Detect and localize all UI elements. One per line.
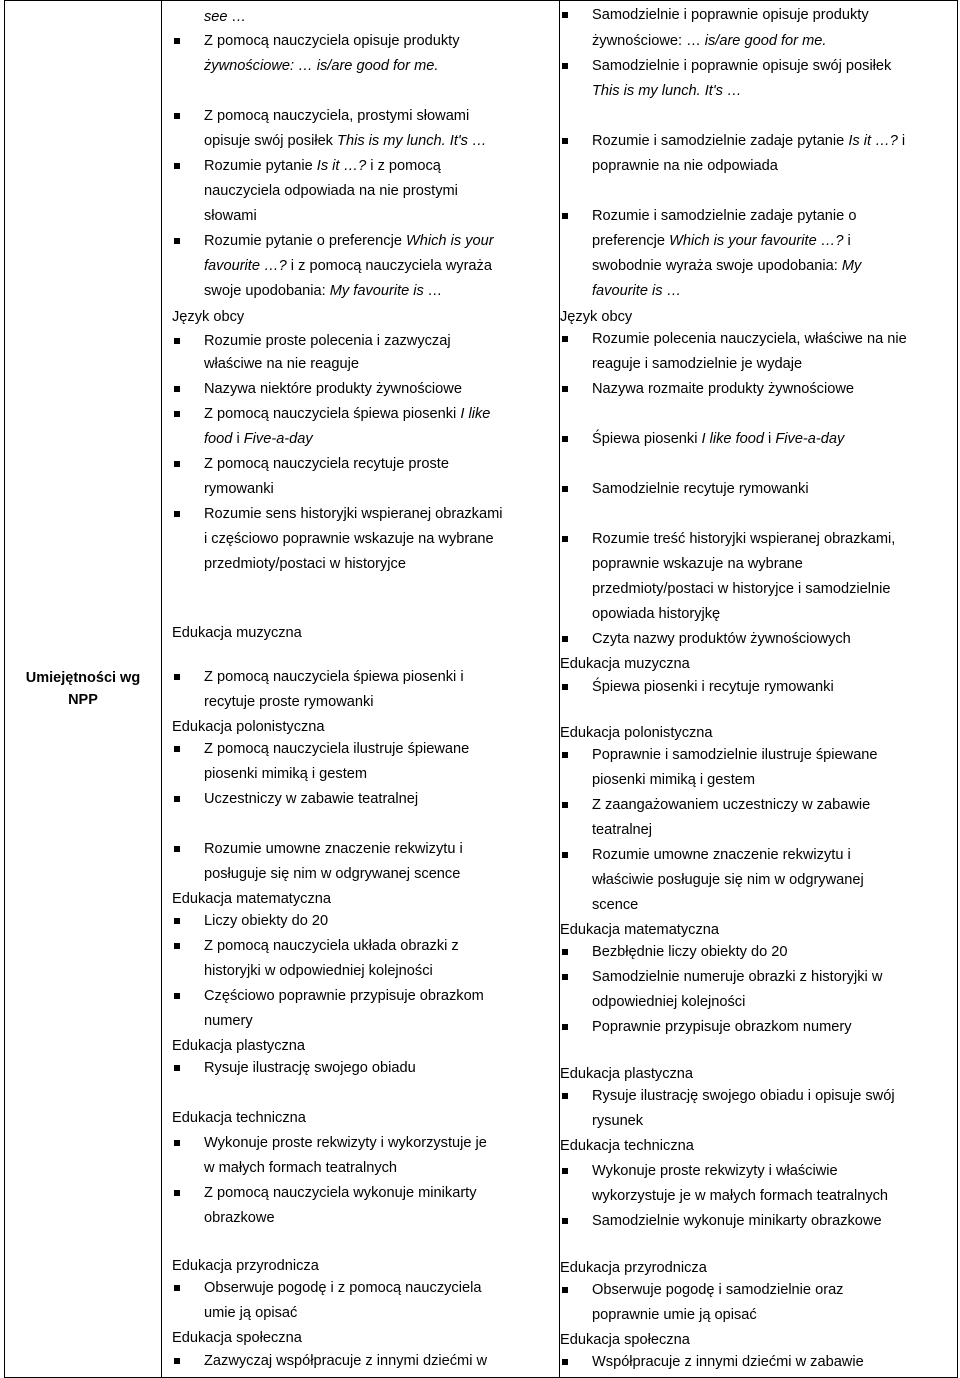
criteria-line: numery [204, 1013, 253, 1029]
bullet-icon [174, 113, 180, 119]
criteria-line: Nazywa rozmaite produkty żywnościowe [592, 381, 854, 397]
criteria-line: Rozumie i samodzielnie zadaje pytanie o [592, 208, 857, 224]
bullet-icon [562, 336, 568, 342]
right-criteria-cell [560, 1, 958, 1378]
bullet-icon [562, 12, 568, 18]
section-heading: Edukacja polonistyczna [560, 725, 713, 741]
criteria-line: umie ją opisać [204, 1305, 298, 1321]
bullet-icon [562, 436, 568, 442]
bullet-icon [562, 684, 568, 690]
bullet-icon [174, 338, 180, 344]
criteria-line: Częściowo poprawnie przypisuje obrazkom [204, 988, 484, 1004]
criteria-line: Rozumie treść historyjki wspieranej obrazkami, [592, 531, 896, 547]
criteria-line: Śpiewa piosenki i recytuje rymowanki [592, 679, 834, 695]
section-heading: Edukacja przyrodnicza [172, 1258, 319, 1274]
criteria-line: This is my lunch. It's … [592, 83, 742, 99]
criteria-line: teatralnej [592, 822, 653, 838]
criteria-line: preferencje Which is your favourite …? i [592, 233, 851, 249]
left-criteria-list [162, 1, 559, 1377]
bullet-icon [562, 949, 568, 955]
bullet-icon [174, 38, 180, 44]
criteria-line: Liczy obiekty do 20 [204, 913, 329, 929]
criteria-line: Czyta nazwy produktów żywnościowych [592, 631, 851, 647]
row-label: Umiejętności wg NPP [25, 670, 141, 708]
criteria-line: wykorzystuje je w małych formach teatralnych [592, 1188, 889, 1204]
bullet-icon [562, 1218, 568, 1224]
section-heading: Edukacja techniczna [172, 1110, 306, 1126]
bullet-icon [174, 163, 180, 169]
criteria-line: rysunek [592, 1113, 644, 1129]
section-heading: Edukacja matematyczna [172, 891, 331, 907]
criteria-line: właściwie posługuje się nim w odgrywanej [592, 872, 864, 888]
criteria-line: scence [592, 897, 639, 913]
bullet-icon [562, 636, 568, 642]
criteria-line: Rysuje ilustrację swojego obiadu [204, 1060, 416, 1076]
section-heading: Edukacja matematyczna [560, 922, 719, 938]
criteria-line: Współpracuje z innymi dziećmi w zabawie [592, 1354, 864, 1370]
bullet-icon [174, 511, 180, 517]
left-criteria-cell [162, 1, 560, 1378]
bullet-icon [562, 852, 568, 858]
criteria-line: Z pomocą nauczyciela układa obrazki z [204, 938, 459, 954]
criteria-line: Rozumie i samodzielnie zadaje pytanie Is it …? i [592, 133, 906, 149]
bullet-icon [562, 536, 568, 542]
bullet-icon [174, 238, 180, 244]
skills-row [5, 1, 958, 1378]
bullet-icon [174, 846, 180, 852]
criteria-line: Samodzielnie wykonuje minikarty obrazkowe [592, 1213, 882, 1229]
criteria-line: Rozumie pytanie Is it …? i z pomocą [204, 158, 441, 174]
criteria-line: Z pomocą nauczyciela opisuje produkty [204, 33, 460, 49]
criteria-line: Samodzielnie numeruje obrazki z historyjki w [592, 969, 883, 985]
criteria-line: w małych formach teatralnych [204, 1160, 398, 1176]
criteria-line: see … [204, 9, 247, 25]
criteria-line: nauczyciela odpowiada na nie prostymi [204, 183, 458, 199]
section-heading: Edukacja muzyczna [560, 656, 690, 672]
bullet-icon [174, 1190, 180, 1196]
criteria-line: Z pomocą nauczyciela recytuje proste [204, 456, 449, 472]
criteria-line: żywnościowe: … is/are good for me. [592, 33, 827, 49]
section-heading: Edukacja plastyczna [560, 1066, 694, 1082]
criteria-line: Samodzielnie i poprawnie opisuje produkty [592, 7, 869, 23]
bullet-icon [562, 1024, 568, 1030]
criteria-line: słowami [204, 208, 257, 224]
criteria-line: Z pomocą nauczyciela ilustruje śpiewane [204, 741, 470, 757]
bullet-icon [562, 1359, 568, 1365]
bullet-icon [562, 138, 568, 144]
criteria-line: piosenki mimiką i gestem [592, 772, 756, 788]
criteria-line: Poprawnie i samodzielnie ilustruje śpiewane [592, 747, 878, 763]
criteria-line: odpowiedniej kolejności [592, 994, 746, 1010]
bullet-icon [174, 1065, 180, 1071]
bullet-icon [562, 386, 568, 392]
criteria-line: recytuje proste rymowanki [204, 694, 374, 710]
criteria-line: Obserwuje pogodę i z pomocą nauczyciela [204, 1280, 482, 1296]
criteria-line: Rozumie umowne znaczenie rekwizytu i [592, 847, 851, 863]
criteria-line: obrazkowe [204, 1210, 275, 1226]
criteria-line: favourite …? i z pomocą nauczyciela wyraża [204, 258, 492, 274]
bullet-icon [562, 213, 568, 219]
section-heading: Edukacja techniczna [560, 1138, 694, 1154]
criteria-line: Z zaangażowaniem uczestniczy w zabawie [592, 797, 871, 813]
criteria-line: i częściowo poprawnie wskazuje na wybrane [204, 531, 494, 547]
bullet-icon [562, 1287, 568, 1293]
bullet-icon [562, 1168, 568, 1174]
criteria-line: żywnościowe: … is/are good for me. [204, 58, 439, 74]
section-heading: Język obcy [560, 309, 633, 325]
section-heading: Edukacja muzyczna [172, 625, 302, 641]
criteria-line: Zazwyczaj współpracuje z innymi dziećmi w [204, 1353, 488, 1369]
criteria-line: przedmioty/postaci w historyjce [204, 556, 406, 572]
criteria-line: poprawnie wskazuje na wybrane [592, 556, 803, 572]
criteria-line: Z pomocą nauczyciela śpiewa piosenki I like [204, 406, 491, 422]
criteria-line: Samodzielnie i poprawnie opisuje swój posiłek [592, 58, 892, 74]
criteria-line: Samodzielnie recytuje rymowanki [592, 481, 809, 497]
criteria-line: historyjki w odpowiedniej kolejności [204, 963, 433, 979]
right-criteria-list [560, 1, 957, 1377]
criteria-line: Wykonuje proste rekwizyty i wykorzystuje je [204, 1135, 487, 1151]
bullet-icon [174, 461, 180, 467]
criteria-line: Rozumie polecenia nauczyciela, właściwe na nie [592, 331, 907, 347]
bullet-icon [562, 63, 568, 69]
criteria-line: reaguje i samodzielnie je wydaje [592, 356, 803, 372]
criteria-line: Rysuje ilustrację swojego obiadu i opisuje swój [592, 1088, 895, 1104]
bullet-icon [174, 943, 180, 949]
criteria-line: favourite is … [592, 283, 682, 299]
section-heading: Edukacja plastyczna [172, 1038, 306, 1054]
criteria-line: Wykonuje proste rekwizyty i właściwie [592, 1163, 838, 1179]
criteria-line: Śpiewa piosenki I like food i Five-a-day [592, 431, 845, 447]
criteria-line: swobodnie wyraża swoje upodobania: My [592, 258, 862, 274]
bullet-icon [174, 993, 180, 999]
row-label-cell [5, 1, 162, 1378]
criteria-line: Rozumie umowne znaczenie rekwizytu i [204, 841, 463, 857]
criteria-line: swoje upodobania: My favourite is … [204, 283, 443, 299]
criteria-line: Nazywa niektóre produkty żywnościowe [204, 381, 462, 397]
criteria-line: Z pomocą nauczyciela śpiewa piosenki i [204, 669, 464, 685]
bullet-icon [562, 752, 568, 758]
section-heading: Edukacja społeczna [560, 1332, 690, 1348]
bullet-icon [562, 1093, 568, 1099]
bullet-icon [174, 796, 180, 802]
assessment-table [4, 0, 958, 1378]
section-heading: Edukacja społeczna [172, 1330, 302, 1346]
criteria-line: rymowanki [204, 481, 274, 497]
criteria-line: opowiada historyjkę [592, 606, 721, 622]
criteria-line: przedmioty/postaci w historyjce i samodzielnie [592, 581, 891, 597]
bullet-icon [562, 974, 568, 980]
criteria-line: Obserwuje pogodę i samodzielnie oraz [592, 1282, 844, 1298]
bullet-icon [174, 674, 180, 680]
criteria-line: piosenki mimiką i gestem [204, 766, 368, 782]
criteria-line: Z pomocą nauczyciela wykonuje minikarty [204, 1185, 477, 1201]
criteria-line: opisuje swój posiłek This is my lunch. It's … [204, 133, 487, 149]
section-heading: Edukacja polonistyczna [172, 719, 325, 735]
bullet-icon [562, 802, 568, 808]
bullet-icon [174, 1358, 180, 1364]
section-heading: Edukacja przyrodnicza [560, 1260, 707, 1276]
bullet-icon [174, 1140, 180, 1146]
criteria-line: właściwe na nie reaguje [204, 356, 359, 372]
criteria-line: poprawnie na nie odpowiada [592, 158, 778, 174]
criteria-line: Z pomocą nauczyciela, prostymi słowami [204, 108, 470, 124]
bullet-icon [562, 486, 568, 492]
criteria-line: Uczestniczy w zabawie teatralnej [204, 791, 419, 807]
criteria-line: food i Five-a-day [204, 431, 313, 447]
criteria-line: posługuje się nim w odgrywanej scence [204, 866, 461, 882]
criteria-line: Poprawnie przypisuje obrazkom numery [592, 1019, 852, 1035]
criteria-line: Rozumie proste polecenia i zazwyczaj [204, 333, 451, 349]
bullet-icon [174, 746, 180, 752]
bullet-icon [174, 918, 180, 924]
bullet-icon [174, 1285, 180, 1291]
criteria-line: Rozumie pytanie o preferencje Which is your [204, 233, 494, 249]
criteria-line: poprawnie umie ją opisać [592, 1307, 757, 1323]
bullet-icon [174, 386, 180, 392]
criteria-line: Bezbłędnie liczy obiekty do 20 [592, 944, 788, 960]
bullet-icon [174, 411, 180, 417]
section-heading: Język obcy [172, 309, 245, 325]
criteria-line: Rozumie sens historyjki wspieranej obrazkami [204, 506, 503, 522]
